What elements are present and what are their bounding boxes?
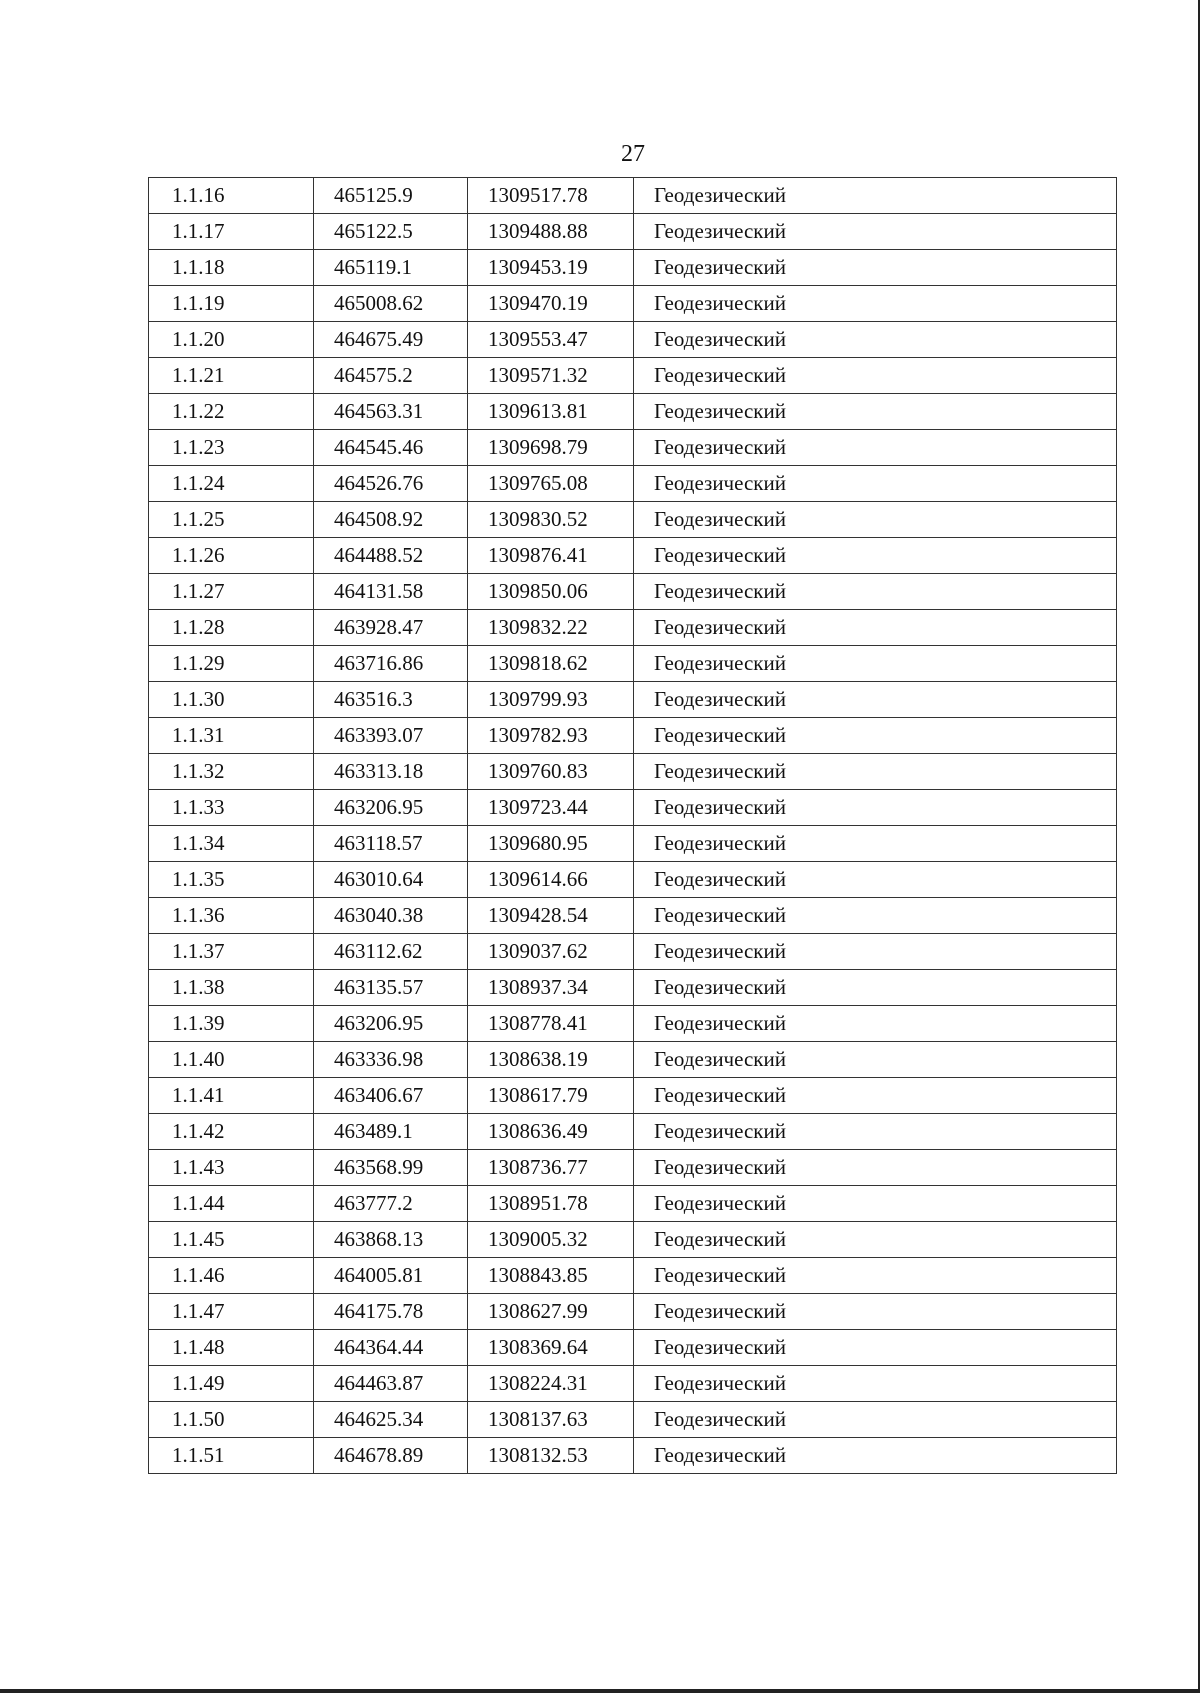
table-row: [149, 1150, 1117, 1186]
table-row: [149, 358, 1117, 394]
point-code-cell: 1.1.36: [149, 898, 314, 934]
table-row: [149, 718, 1117, 754]
y-coordinate-cell: 1309470.19: [468, 286, 634, 322]
y-coordinate-cell: 1308627.99: [468, 1294, 634, 1330]
point-code-cell: 1.1.38: [149, 970, 314, 1006]
point-type-cell: Геодезический: [634, 970, 1117, 1006]
point-type-cell: Геодезический: [634, 1438, 1117, 1474]
point-type-cell: Геодезический: [634, 718, 1117, 754]
point-type-cell: Геодезический: [634, 466, 1117, 502]
y-coordinate-cell: 1309517.78: [468, 178, 634, 214]
x-coordinate-cell: 464175.78: [314, 1294, 468, 1330]
point-code-cell: 1.1.51: [149, 1438, 314, 1474]
y-coordinate-cell: 1309723.44: [468, 790, 634, 826]
point-code-cell: 1.1.25: [149, 502, 314, 538]
y-coordinate-cell: 1309830.52: [468, 502, 634, 538]
point-type-cell: Геодезический: [634, 1006, 1117, 1042]
table-row: [149, 1078, 1117, 1114]
point-code-cell: 1.1.43: [149, 1150, 314, 1186]
point-code-cell: 1.1.20: [149, 322, 314, 358]
table-row: [149, 1042, 1117, 1078]
point-code-cell: 1.1.45: [149, 1222, 314, 1258]
point-type-cell: Геодезический: [634, 1294, 1117, 1330]
point-code-cell: 1.1.24: [149, 466, 314, 502]
table-row: [149, 826, 1117, 862]
y-coordinate-cell: 1309680.95: [468, 826, 634, 862]
table-row: [149, 502, 1117, 538]
point-type-cell: Геодезический: [634, 1042, 1117, 1078]
x-coordinate-cell: 464508.92: [314, 502, 468, 538]
point-code-cell: 1.1.42: [149, 1114, 314, 1150]
table-row: [149, 1294, 1117, 1330]
point-code-cell: 1.1.31: [149, 718, 314, 754]
point-code-cell: 1.1.44: [149, 1186, 314, 1222]
x-coordinate-cell: 463489.1: [314, 1114, 468, 1150]
point-code-cell: 1.1.46: [149, 1258, 314, 1294]
point-type-cell: Геодезический: [634, 610, 1117, 646]
point-type-cell: Геодезический: [634, 286, 1117, 322]
y-coordinate-cell: 1309613.81: [468, 394, 634, 430]
y-coordinate-cell: 1308636.49: [468, 1114, 634, 1150]
y-coordinate-cell: 1309799.93: [468, 682, 634, 718]
table-row: [149, 574, 1117, 610]
point-code-cell: 1.1.29: [149, 646, 314, 682]
page-edge-bottom: [0, 1689, 1200, 1693]
y-coordinate-cell: 1308937.34: [468, 970, 634, 1006]
y-coordinate-cell: 1308369.64: [468, 1330, 634, 1366]
point-type-cell: Геодезический: [634, 682, 1117, 718]
x-coordinate-cell: 464545.46: [314, 430, 468, 466]
y-coordinate-cell: 1309571.32: [468, 358, 634, 394]
y-coordinate-cell: 1309553.47: [468, 322, 634, 358]
point-code-cell: 1.1.41: [149, 1078, 314, 1114]
x-coordinate-cell: 464463.87: [314, 1366, 468, 1402]
point-code-cell: 1.1.37: [149, 934, 314, 970]
point-code-cell: 1.1.33: [149, 790, 314, 826]
x-coordinate-cell: 463777.2: [314, 1186, 468, 1222]
x-coordinate-cell: 463716.86: [314, 646, 468, 682]
y-coordinate-cell: 1309488.88: [468, 214, 634, 250]
point-code-cell: 1.1.22: [149, 394, 314, 430]
table-row: [149, 1366, 1117, 1402]
point-code-cell: 1.1.39: [149, 1006, 314, 1042]
x-coordinate-cell: 464005.81: [314, 1258, 468, 1294]
point-type-cell: Геодезический: [634, 250, 1117, 286]
point-type-cell: Геодезический: [634, 322, 1117, 358]
point-type-cell: Геодезический: [634, 430, 1117, 466]
x-coordinate-cell: 464678.89: [314, 1438, 468, 1474]
point-type-cell: Геодезический: [634, 934, 1117, 970]
y-coordinate-cell: 1309698.79: [468, 430, 634, 466]
table-row: [149, 1006, 1117, 1042]
point-type-cell: Геодезический: [634, 790, 1117, 826]
point-type-cell: Геодезический: [634, 1402, 1117, 1438]
point-type-cell: Геодезический: [634, 646, 1117, 682]
x-coordinate-cell: 463206.95: [314, 790, 468, 826]
y-coordinate-cell: 1309614.66: [468, 862, 634, 898]
table-row: [149, 1114, 1117, 1150]
x-coordinate-cell: 463928.47: [314, 610, 468, 646]
point-type-cell: Геодезический: [634, 538, 1117, 574]
x-coordinate-cell: 464364.44: [314, 1330, 468, 1366]
point-code-cell: 1.1.17: [149, 214, 314, 250]
table-row: [149, 430, 1117, 466]
point-type-cell: Геодезический: [634, 214, 1117, 250]
table-row: [149, 1402, 1117, 1438]
point-code-cell: 1.1.34: [149, 826, 314, 862]
table-row: [149, 214, 1117, 250]
point-code-cell: 1.1.47: [149, 1294, 314, 1330]
y-coordinate-cell: 1308736.77: [468, 1150, 634, 1186]
point-type-cell: Геодезический: [634, 1258, 1117, 1294]
x-coordinate-cell: 463206.95: [314, 1006, 468, 1042]
x-coordinate-cell: 465119.1: [314, 250, 468, 286]
x-coordinate-cell: 465122.5: [314, 214, 468, 250]
table-row: [149, 322, 1117, 358]
point-code-cell: 1.1.23: [149, 430, 314, 466]
x-coordinate-cell: 463516.3: [314, 682, 468, 718]
x-coordinate-cell: 463112.62: [314, 934, 468, 970]
y-coordinate-cell: 1309760.83: [468, 754, 634, 790]
coordinates-table: [148, 177, 1117, 1474]
x-coordinate-cell: 463336.98: [314, 1042, 468, 1078]
x-coordinate-cell: 464488.52: [314, 538, 468, 574]
table-row: [149, 250, 1117, 286]
point-type-cell: Геодезический: [634, 898, 1117, 934]
x-coordinate-cell: 464131.58: [314, 574, 468, 610]
point-code-cell: 1.1.18: [149, 250, 314, 286]
point-code-cell: 1.1.35: [149, 862, 314, 898]
point-type-cell: Геодезический: [634, 1114, 1117, 1150]
y-coordinate-cell: 1308224.31: [468, 1366, 634, 1402]
y-coordinate-cell: 1309765.08: [468, 466, 634, 502]
point-code-cell: 1.1.48: [149, 1330, 314, 1366]
point-code-cell: 1.1.30: [149, 682, 314, 718]
point-code-cell: 1.1.28: [149, 610, 314, 646]
y-coordinate-cell: 1309453.19: [468, 250, 634, 286]
table-row: [149, 790, 1117, 826]
table-row: [149, 538, 1117, 574]
point-code-cell: 1.1.50: [149, 1402, 314, 1438]
y-coordinate-cell: 1309876.41: [468, 538, 634, 574]
point-type-cell: Геодезический: [634, 574, 1117, 610]
point-type-cell: Геодезический: [634, 1222, 1117, 1258]
y-coordinate-cell: 1308132.53: [468, 1438, 634, 1474]
x-coordinate-cell: 464675.49: [314, 322, 468, 358]
point-code-cell: 1.1.19: [149, 286, 314, 322]
x-coordinate-cell: 464526.76: [314, 466, 468, 502]
x-coordinate-cell: 464575.2: [314, 358, 468, 394]
point-type-cell: Геодезический: [634, 826, 1117, 862]
table-row: [149, 1222, 1117, 1258]
point-type-cell: Геодезический: [634, 1330, 1117, 1366]
table-row: [149, 1438, 1117, 1474]
x-coordinate-cell: 463868.13: [314, 1222, 468, 1258]
table-row: [149, 178, 1117, 214]
x-coordinate-cell: 463568.99: [314, 1150, 468, 1186]
point-code-cell: 1.1.32: [149, 754, 314, 790]
x-coordinate-cell: 463135.57: [314, 970, 468, 1006]
x-coordinate-cell: 465125.9: [314, 178, 468, 214]
table-row: [149, 934, 1117, 970]
point-code-cell: 1.1.40: [149, 1042, 314, 1078]
x-coordinate-cell: 464625.34: [314, 1402, 468, 1438]
point-code-cell: 1.1.26: [149, 538, 314, 574]
x-coordinate-cell: 463406.67: [314, 1078, 468, 1114]
y-coordinate-cell: 1309832.22: [468, 610, 634, 646]
x-coordinate-cell: 465008.62: [314, 286, 468, 322]
point-code-cell: 1.1.27: [149, 574, 314, 610]
table-row: [149, 970, 1117, 1006]
point-code-cell: 1.1.21: [149, 358, 314, 394]
x-coordinate-cell: 463118.57: [314, 826, 468, 862]
point-type-cell: Геодезический: [634, 358, 1117, 394]
point-type-cell: Геодезический: [634, 1186, 1117, 1222]
y-coordinate-cell: 1308778.41: [468, 1006, 634, 1042]
table-row: [149, 646, 1117, 682]
y-coordinate-cell: 1308617.79: [468, 1078, 634, 1114]
point-code-cell: 1.1.16: [149, 178, 314, 214]
y-coordinate-cell: 1308843.85: [468, 1258, 634, 1294]
table-row: [149, 682, 1117, 718]
x-coordinate-cell: 463040.38: [314, 898, 468, 934]
table-row: [149, 754, 1117, 790]
y-coordinate-cell: 1309850.06: [468, 574, 634, 610]
y-coordinate-cell: 1308638.19: [468, 1042, 634, 1078]
point-type-cell: Геодезический: [634, 754, 1117, 790]
x-coordinate-cell: 464563.31: [314, 394, 468, 430]
y-coordinate-cell: 1309818.62: [468, 646, 634, 682]
point-code-cell: 1.1.49: [149, 1366, 314, 1402]
point-type-cell: Геодезический: [634, 862, 1117, 898]
x-coordinate-cell: 463010.64: [314, 862, 468, 898]
page-number: 27: [621, 141, 645, 167]
point-type-cell: Геодезический: [634, 1150, 1117, 1186]
table-row: [149, 898, 1117, 934]
point-type-cell: Геодезический: [634, 502, 1117, 538]
y-coordinate-cell: 1309782.93: [468, 718, 634, 754]
table-row: [149, 610, 1117, 646]
point-type-cell: Геодезический: [634, 1366, 1117, 1402]
table-row: [149, 1258, 1117, 1294]
y-coordinate-cell: 1308137.63: [468, 1402, 634, 1438]
y-coordinate-cell: 1309428.54: [468, 898, 634, 934]
point-type-cell: Геодезический: [634, 394, 1117, 430]
point-type-cell: Геодезический: [634, 1078, 1117, 1114]
y-coordinate-cell: 1308951.78: [468, 1186, 634, 1222]
coordinates-table-body: [149, 178, 1117, 1474]
y-coordinate-cell: 1309005.32: [468, 1222, 634, 1258]
table-row: [149, 1330, 1117, 1366]
x-coordinate-cell: 463313.18: [314, 754, 468, 790]
table-row: [149, 466, 1117, 502]
table-row: [149, 286, 1117, 322]
table-row: [149, 862, 1117, 898]
table-row: [149, 394, 1117, 430]
table-row: [149, 1186, 1117, 1222]
y-coordinate-cell: 1309037.62: [468, 934, 634, 970]
x-coordinate-cell: 463393.07: [314, 718, 468, 754]
point-type-cell: Геодезический: [634, 178, 1117, 214]
